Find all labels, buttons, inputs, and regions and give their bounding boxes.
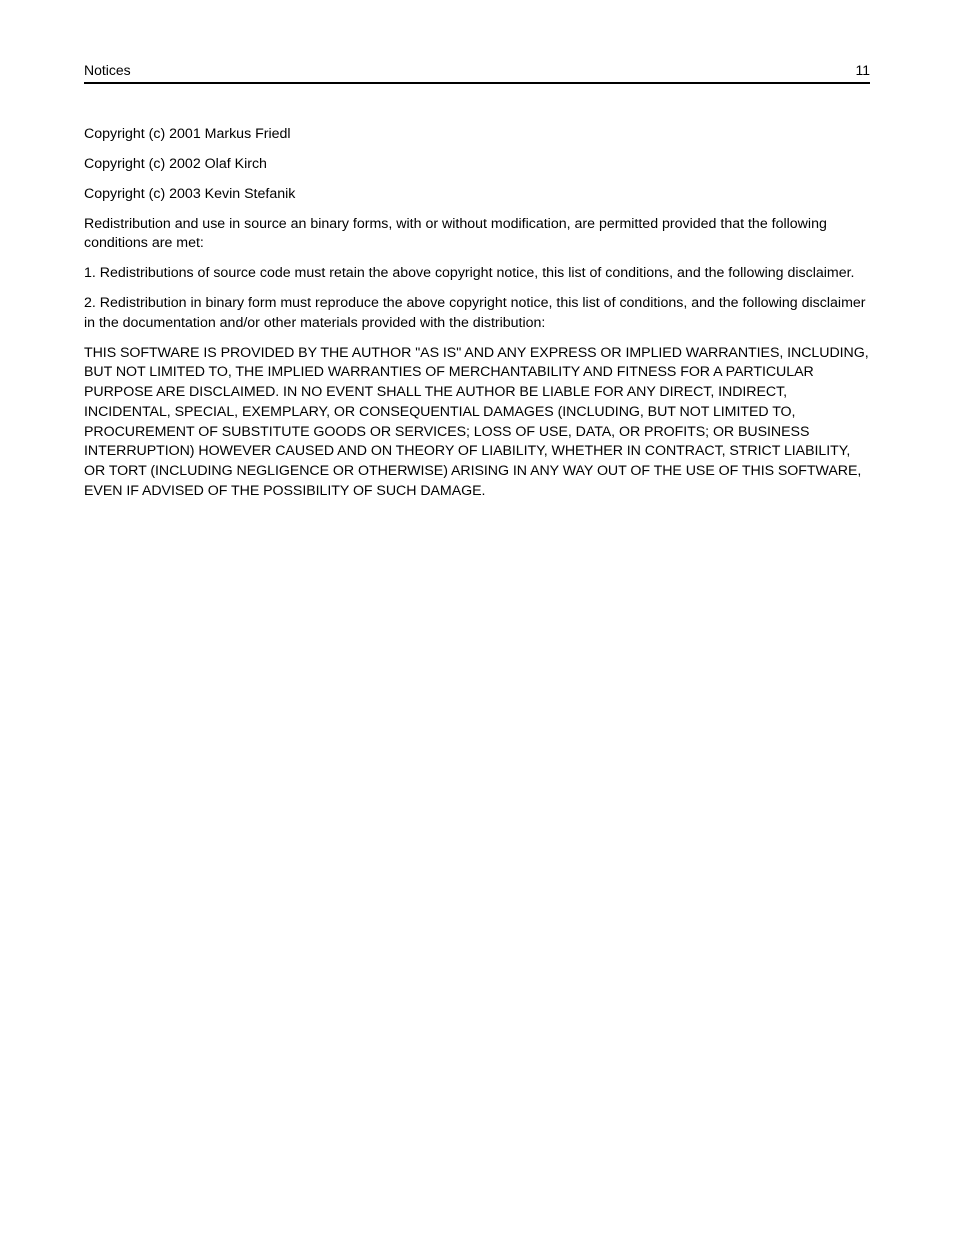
copyright-line-friedl: Copyright (c) 2001 Markus Friedl: [84, 126, 291, 142]
running-header: [84, 60, 870, 84]
notice-body: [84, 125, 871, 512]
license-intro-paragraph: Redistribution and use in source an binary forms, with or without modification, are permitted provided that the following conditions are met:: [84, 215, 827, 252]
header-section-name: Notices: [84, 62, 131, 78]
license-condition-2: 2. Redistribution in binary form must reproduce the above copyright notice, this list of conditions, and the following disclaimer in the documentation and/or other materials provided with the distribution:: [84, 295, 866, 331]
warranty-disclaimer: THIS SOFTWARE IS PROVIDED BY THE AUTHOR "AS IS" AND ANY EXPRESS OR IMPLIED WARRANTIES, INCLUDING, BUT NOT LIMITED TO, THE IMPLIED WARRANTIES OF MERCHANTABILITY AND FITNESS FOR A PARTICULAR PURPOSE ARE DISCLAIMED. IN NO EVENT SHALL THE AUTHOR BE LIABLE FOR ANY DIRECT, INDIRECT, INCIDENTAL, SPECIAL, EXEMPLARY, OR CONSEQUENTIAL DAMAGES (INCLUDING, BUT NOT LIMITED TO, PROCUREMENT OF SUBSTITUTE GOODS OR SERVICES; LOSS OF USE, DATA, OR PROFITS; OR BUSINESS INTERRUPTION) HOWEVER CAUSED AND ON THEORY OF LIABILITY, WHETHER IN CONTRACT, STRICT LIABILITY, OR TORT (INCLUDING NEGLIGENCE OR OTHERWISE) ARISING IN ANY WAY OUT OF THE USE OF THIS SOFTWARE, EVEN IF ADVISED OF THE POSSIBILITY OF SUCH DAMAGE.: [84, 344, 869, 499]
header-page-number: 11: [855, 62, 870, 78]
copyright-line-stefanik: Copyright (c) 2003 Kevin Stefanik: [84, 185, 296, 202]
copyright-line-kirch: Copyright (c) 2002 Olaf Kirch: [84, 155, 267, 172]
license-condition-1: 1. Redistributions of source code must retain the above copyright notice, this list of conditions, and the following disclaimer.: [84, 265, 855, 282]
